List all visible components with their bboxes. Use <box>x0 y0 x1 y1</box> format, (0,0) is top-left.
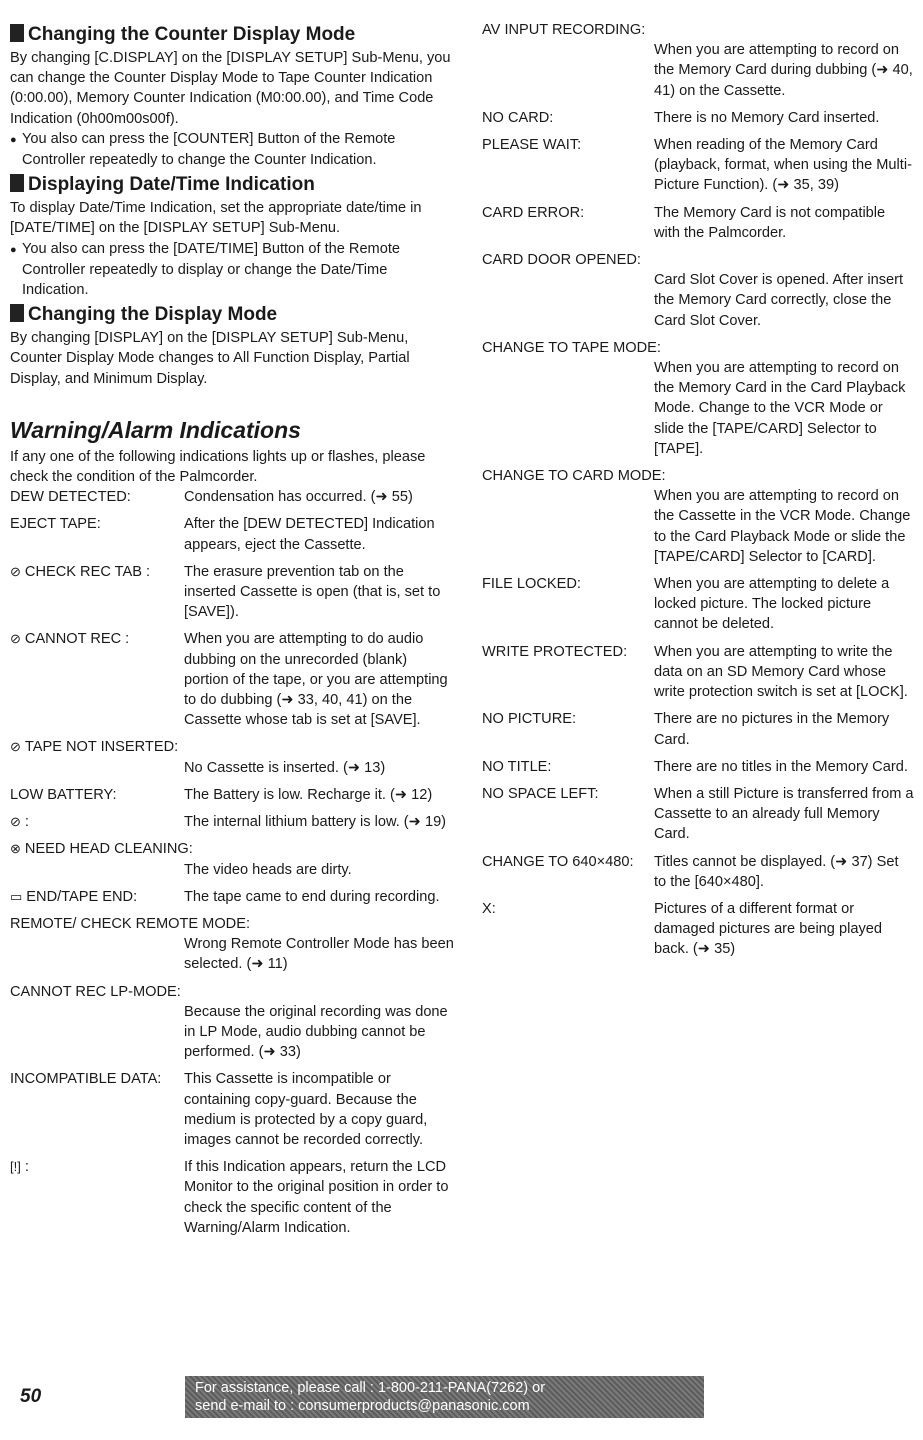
warning-entry <box>482 757 914 777</box>
warning-entry <box>482 574 914 635</box>
warning-description: When you are attempting to do audio dubbing on the unrecorded (blank) portion of the tape, or you are attempting to do dubbing (➜ 33, 40, 41) on the Cassette whose tab is set at [SAVE]. <box>184 631 448 729</box>
warning-label: X: <box>482 900 496 917</box>
warning-description: This Cassette is incompatible or containing copy-guard. Because the medium is protected by a copy guard, images cannot be recorded correctly. <box>184 1071 428 1148</box>
square-bullet-icon <box>10 24 24 42</box>
warning-description: Because the original recording was done in LP Mode, audio dubbing cannot be performed. (➜ 33) <box>184 1003 448 1061</box>
warning-entry <box>10 982 455 1063</box>
warning-label: CARD DOOR OPENED: <box>482 252 641 269</box>
warning-description: Wrong Remote Controller Mode has been selected. (➜ 11) <box>184 936 454 973</box>
indicator-icon: ⊘ <box>10 631 21 647</box>
warning-description: When reading of the Memory Card (playback, format, when using the Multi-Picture Function). (➜ 35, 39) <box>654 137 912 194</box>
warning-label: CARD ERROR: <box>482 204 585 221</box>
warning-entry <box>10 839 455 879</box>
warning-entry <box>482 135 914 196</box>
warning-label: LOW BATTERY: <box>10 786 117 803</box>
warning-entry <box>10 785 455 805</box>
assistance-line-phone: For assistance, please call : 1-800-211-PANA(7262) or <box>195 1380 546 1396</box>
warning-label: AV INPUT RECORDING: <box>482 22 646 38</box>
warning-label: ⊗ NEED HEAD CLEANING: <box>10 839 455 859</box>
warning-entry <box>10 887 455 907</box>
warning-intro: If any one of the following indications lights up or flashes, please check the condition of the Palmcorder. <box>10 448 426 486</box>
bullet-dot-icon: ● <box>10 243 17 256</box>
warning-label: NO TITLE: <box>482 758 552 775</box>
warning-entry <box>10 629 455 730</box>
warning-entry <box>10 812 455 832</box>
section-bullet: ● You also can press the [DATE/TIME] Button of the Remote Controller repeatedly to display or change the Date/Time Indication. <box>10 240 401 299</box>
assistance-line-email: send e-mail to : consumerproducts@panasonic.com <box>195 1398 530 1414</box>
warning-label: CHANGE TO CARD MODE: <box>482 468 666 485</box>
warning-entry <box>482 899 914 960</box>
warning-entry <box>482 250 914 331</box>
left-column <box>10 20 455 1245</box>
warning-description: The Battery is low. Recharge it. (➜ 12) <box>184 786 433 803</box>
section-title: Changing the Counter Display Mode <box>10 24 455 46</box>
warning-list-left <box>10 487 455 1238</box>
warning-label: ⊘ CHECK REC TAB : <box>10 562 150 582</box>
warning-label: CHANGE TO 640×480: <box>482 853 634 870</box>
warning-description: There are no titles in the Memory Card. <box>654 758 908 775</box>
warning-label: FILE LOCKED: <box>482 576 581 593</box>
warning-heading: Warning/Alarm Indications <box>10 416 301 443</box>
warning-label: NO PICTURE: <box>482 711 577 728</box>
indicator-icon: ▭ <box>10 888 23 904</box>
warning-description: If this Indication appears, return the LCD Monitor to the original position in order to check the specific content of the Warning/Alarm Indication. <box>184 1159 449 1236</box>
section-display-mode <box>10 304 455 389</box>
right-column <box>482 20 914 967</box>
warning-label: ▭ END/TAPE END: <box>10 887 137 907</box>
indicator-icon: ⊘ <box>10 814 21 830</box>
section-counter-display <box>10 24 455 170</box>
warning-label: EJECT TAPE: <box>10 516 101 533</box>
warning-description: When you are attempting to record on the Memory Card in the Card Playback Mode. Change to the VCR Mode or slide the [TAPE/CARD] Selector to [TAPE]. <box>654 360 906 457</box>
warning-label: CANNOT REC LP-MODE: <box>10 983 181 1000</box>
warning-entry <box>482 203 914 243</box>
warning-description: When a still Picture is transferred from a Cassette to an already full Memory Card. <box>654 785 914 843</box>
page-number: 50 <box>20 1386 42 1407</box>
square-bullet-icon <box>10 174 24 192</box>
section-body: To display Date/Time Indication, set the appropriate date/time in [DATE/TIME] on the [DISPLAY SETUP] Sub-Menu. <box>10 200 422 237</box>
warning-label: ⊘ CANNOT REC : <box>10 629 129 649</box>
warning-description: There is no Memory Card inserted. <box>654 109 880 126</box>
warning-description: Pictures of a different format or damaged pictures are being played back. (➜ 35) <box>654 900 882 958</box>
warning-label: CHANGE TO TAPE MODE: <box>482 339 661 356</box>
assistance-banner <box>185 1376 704 1418</box>
indicator-icon: ⊘ <box>10 563 21 579</box>
indicator-icon: ⊘ <box>10 739 21 755</box>
warning-description: Card Slot Cover is opened. After insert the Memory Card correctly, close the Card Slot Cover. <box>654 272 904 329</box>
warning-label: WRITE PROTECTED: <box>482 643 628 660</box>
warning-description: The erasure prevention tab on the inserted Cassette is open (that is, set to [SAVE]). <box>184 563 441 621</box>
warning-entry <box>10 487 455 507</box>
warning-description: The tape came to end during recording. <box>184 888 440 905</box>
warning-description: The internal lithium battery is low. (➜ 19) <box>184 814 447 831</box>
warning-entry <box>482 709 914 749</box>
indicator-icon: ⊗ <box>10 841 21 857</box>
warning-description: The Memory Card is not compatible with the Palmcorder. <box>654 204 886 241</box>
section-title: Displaying Date/Time Indication <box>10 174 455 196</box>
warning-label: INCOMPATIBLE DATA: <box>10 1071 162 1088</box>
warning-description: When you are attempting to record on the Cassette in the VCR Mode. Change to the Card Playback Mode or slide the [TAPE/CARD] Selector to [CARD]. <box>654 488 911 565</box>
square-bullet-icon <box>10 304 24 322</box>
section-body: By changing [C.DISPLAY] on the [DISPLAY SETUP] Sub-Menu, you can change the Counter Display Mode to Tape Counter Indication (0:00.00), Memory Counter Indication (M0:00.00), and Time Code Indication (0h00m00s00f). <box>10 50 451 127</box>
warning-label: [!] : <box>10 1157 29 1177</box>
warning-description: When you are attempting to write the data on an SD Memory Card whose write protection switch is set at [LOCK]. <box>654 643 908 701</box>
warning-entry <box>482 784 914 845</box>
warning-description: After the [DEW DETECTED] Indication appears, eject the Cassette. <box>184 516 435 553</box>
section-title: Changing the Display Mode <box>10 304 455 326</box>
warning-entry <box>482 642 914 703</box>
warning-label: ⊘ TAPE NOT INSERTED: <box>10 737 455 757</box>
warning-label: DEW DETECTED: <box>10 489 131 506</box>
warning-description: The video heads are dirty. <box>184 861 352 878</box>
warning-label: PLEASE WAIT: <box>482 137 582 154</box>
warning-description: When you are attempting to record on the Memory Card during dubbing (➜ 40, 41) on the Cassette. <box>654 42 913 99</box>
warning-description: Condensation has occurred. (➜ 55) <box>184 489 413 506</box>
warning-label: NO CARD: <box>482 109 554 126</box>
warning-entry <box>10 514 455 554</box>
warning-entry <box>10 914 455 975</box>
warning-entry <box>482 852 914 892</box>
warning-list-right <box>482 20 914 960</box>
warning-entry <box>10 1157 455 1238</box>
section-date-time <box>10 174 455 300</box>
warning-label: REMOTE/ CHECK REMOTE MODE: <box>10 915 250 932</box>
warning-description: When you are attempting to delete a locked picture. The locked picture cannot be deleted. <box>654 576 890 633</box>
warning-label: NO SPACE LEFT: <box>482 785 599 802</box>
warning-description: Titles cannot be displayed. (➜ 37) Set to the [640×480]. <box>654 853 899 890</box>
warning-description: There are no pictures in the Memory Card. <box>654 711 890 748</box>
warning-entry <box>10 562 455 623</box>
bullet-dot-icon: ● <box>10 133 17 146</box>
warning-description: No Cassette is inserted. (➜ 13) <box>184 759 386 776</box>
warning-entry <box>482 108 914 128</box>
section-bullet: ● You also can press the [COUNTER] Button of the Remote Controller repeatedly to change the Counter Indication. <box>10 130 396 169</box>
warning-entry <box>482 338 914 459</box>
section-body: By changing [DISPLAY] on the [DISPLAY SETUP] Sub-Menu, Counter Display Mode changes to All Function Display, Partial Display, and Minimum Display. <box>10 330 410 387</box>
warning-entry <box>10 1069 455 1150</box>
warning-entry <box>482 20 914 101</box>
warning-entry <box>482 466 914 567</box>
warning-entry <box>10 737 455 777</box>
indicator-icon: [!] <box>10 1159 21 1175</box>
warning-label: ⊘ : <box>10 812 29 832</box>
